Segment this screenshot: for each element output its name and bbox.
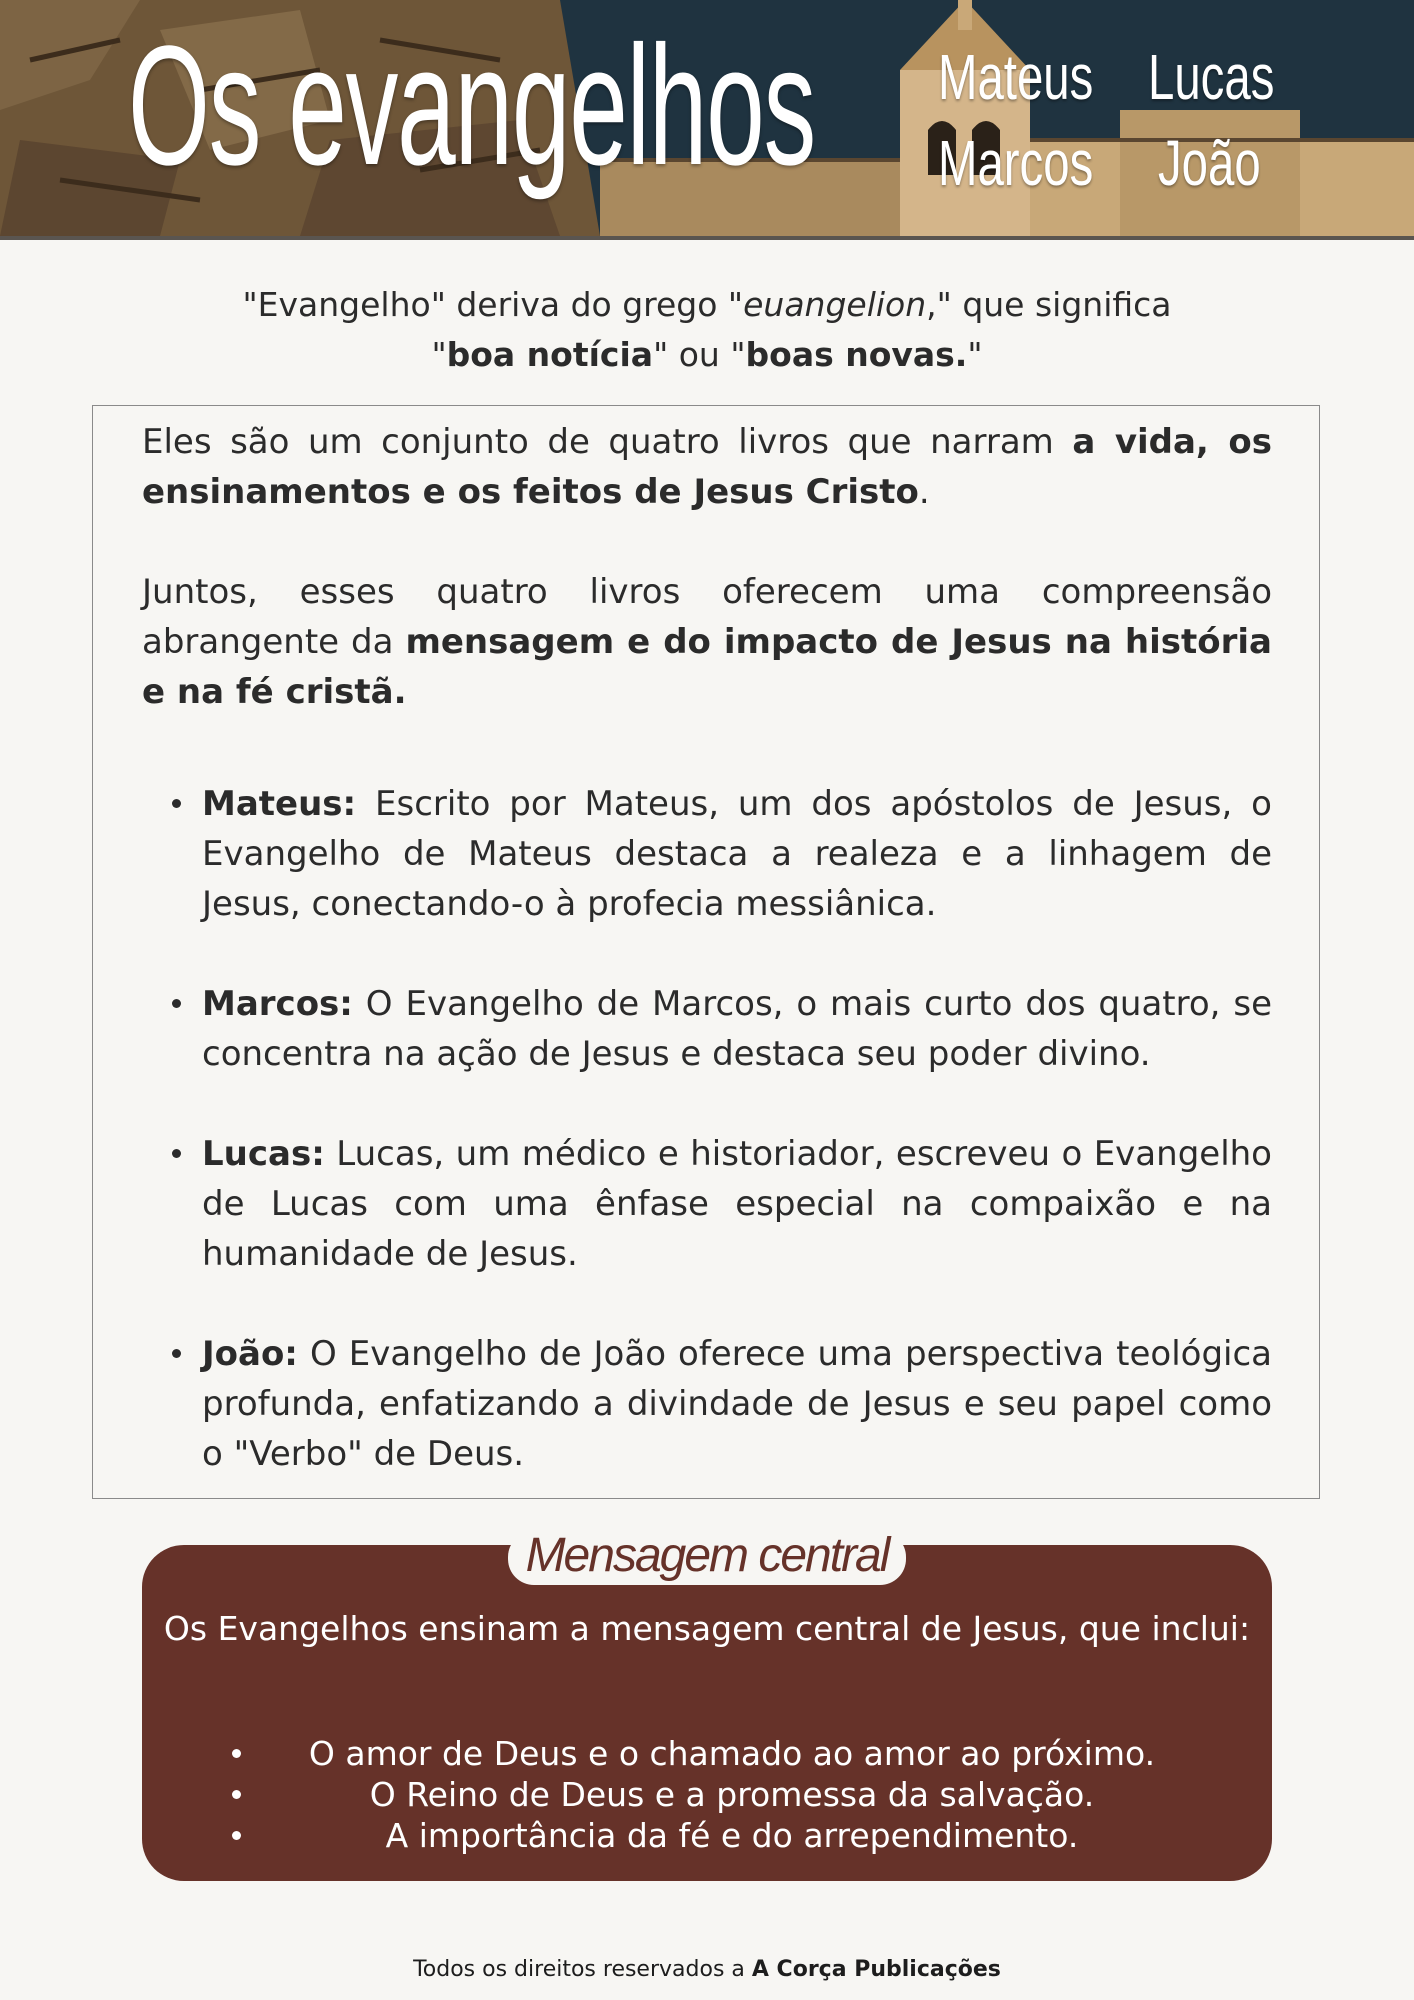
header-banner xyxy=(0,0,1414,240)
central-list-text: A importância da fé e do arrependimento. xyxy=(385,1816,1079,1855)
bullet-icon xyxy=(172,799,181,808)
central-list-item xyxy=(262,1774,1202,1815)
list-item-mateus xyxy=(202,779,1272,929)
list-item-label: Marcos: xyxy=(202,984,353,1024)
footer-copyright xyxy=(0,1955,1414,1985)
central-list-item xyxy=(262,1815,1202,1856)
paragraph-definition xyxy=(142,417,1272,517)
header-gospel-joao: João xyxy=(1158,127,1261,199)
header-gospel-mateus: Mateus xyxy=(938,41,1094,113)
bullet-icon xyxy=(172,999,181,1008)
central-message-title: Mensagem central xyxy=(525,1529,889,1582)
page-title: Os evangelhos xyxy=(128,11,815,201)
central-message-intro: Os Evangelhos ensinam a mensagem central de Jesus, que inclui: xyxy=(163,1609,1251,1648)
list-item-text: Lucas, um médico e historiador, escreveu o Evangelho de Lucas com uma ênfase especial na compaixão e na humanidade de Jesus. xyxy=(202,1134,1272,1274)
intro-text-segment: " ou " xyxy=(653,335,746,374)
list-item-label: João: xyxy=(202,1334,298,1374)
list-item-label: Lucas: xyxy=(202,1134,325,1174)
central-list-text: O amor de Deus e o chamado ao amor ao próximo. xyxy=(308,1734,1156,1773)
list-item-joao xyxy=(202,1329,1272,1479)
central-list-text: O Reino de Deus e a promessa da salvação. xyxy=(369,1775,1095,1814)
list-item-text: O Evangelho de João oferece uma perspectiva teológica profunda, enfatizando a divindade de Jesus e seu papel como o "Verbo" de Deus. xyxy=(202,1334,1272,1474)
list-item-marcos xyxy=(202,979,1272,1079)
paragraph-text: . xyxy=(918,472,930,512)
list-item-text: Escrito por Mateus, um dos apóstolos de Jesus, o Evangelho de Mateus destaca a realeza e a linhagem de Jesus, conectando-o à profecia messiânica. xyxy=(202,784,1272,924)
intro-text xyxy=(0,280,1414,380)
intro-greek-word: euangelion xyxy=(743,285,927,324)
list-item-text: O Evangelho de Marcos, o mais curto dos quatro, se concentra na ação de Jesus e destaca seu poder divino. xyxy=(202,984,1272,1074)
list-item-label: Mateus: xyxy=(202,784,357,824)
intro-bold-term: boa notícia xyxy=(446,335,654,374)
footer-publisher: A Corça Publicações xyxy=(751,1957,1001,1982)
paragraph-text: Juntos, esses quatro livros oferecem uma compreensão abrangente da xyxy=(142,572,1272,662)
bullet-icon xyxy=(232,1790,241,1799)
intro-line-2 xyxy=(0,330,1414,380)
bullet-icon xyxy=(172,1349,181,1358)
paragraph-bold: a vida, os ensinamentos e os feitos de Jesus Cristo xyxy=(142,422,1272,512)
intro-text-segment: " xyxy=(431,335,447,374)
intro-text-segment: ," que significa xyxy=(926,285,1172,324)
list-item-lucas xyxy=(202,1129,1272,1279)
intro-line-1 xyxy=(0,280,1414,330)
header-gospel-marcos: Marcos xyxy=(938,127,1094,199)
footer-text: Todos os direitos reservados a xyxy=(413,1957,752,1982)
intro-bold-term: boas novas. xyxy=(745,335,968,374)
header-gospel-lucas: Lucas xyxy=(1148,41,1275,113)
bullet-icon xyxy=(232,1749,241,1758)
bullet-icon xyxy=(232,1831,241,1840)
bullet-icon xyxy=(172,1149,181,1158)
paragraph-text: Eles são um conjunto de quatro livros que narram xyxy=(142,422,1073,462)
intro-text-segment: " xyxy=(967,335,983,374)
central-list-item xyxy=(262,1733,1202,1774)
intro-text-segment: "Evangelho" deriva do grego " xyxy=(242,285,744,324)
paragraph-bold: mensagem e do impacto de Jesus na história e na fé cristã. xyxy=(142,622,1273,712)
paragraph-together xyxy=(142,567,1272,717)
